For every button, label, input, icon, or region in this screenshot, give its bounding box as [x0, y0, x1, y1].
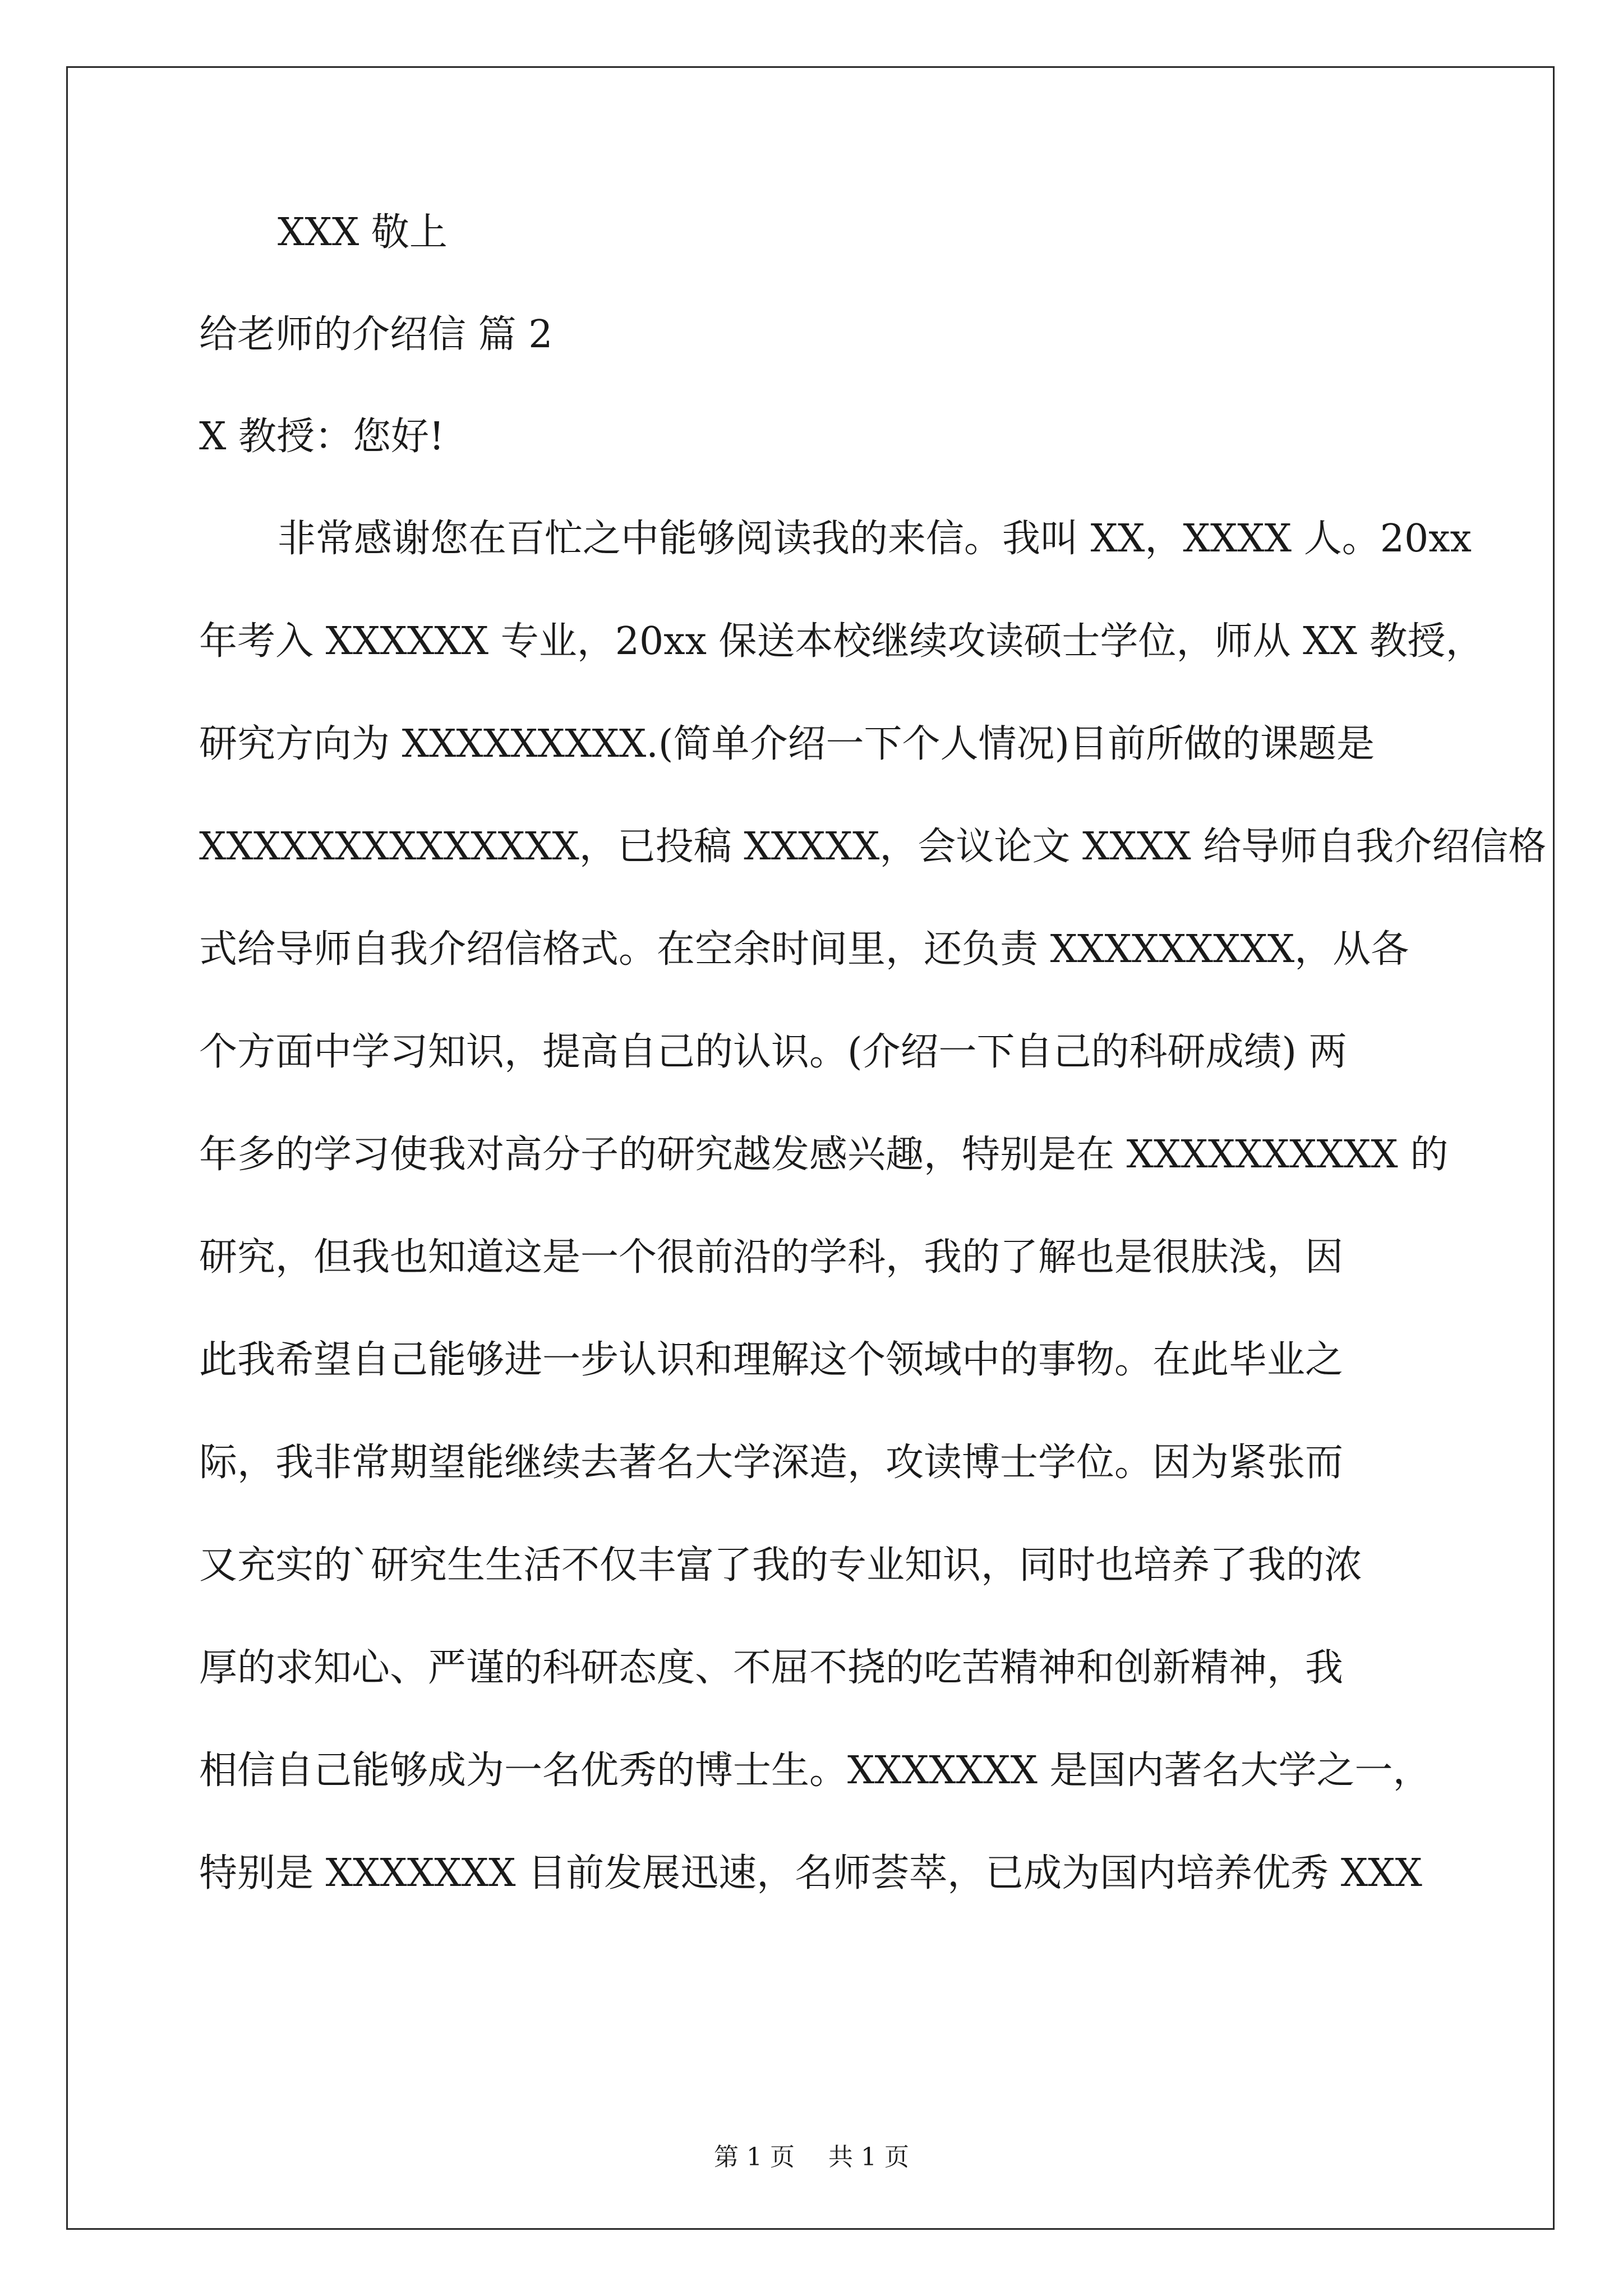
signature: XXX 敬上 — [278, 210, 448, 255]
body-line: 年多的学习使我对高分子的研究越发感兴趣，特别是在 XXXXXXXXXX 的 — [199, 1133, 1449, 1177]
letter-body — [199, 514, 1547, 1951]
body-line: 年考入 XXXXXX 专业，20xx 保送本校继续攻读硕士学位，师从 XX 教授， — [199, 619, 1484, 664]
section-title: 给老师的介绍信 篇 2 — [199, 312, 553, 357]
page-total: 共 1 页 — [828, 2143, 909, 2171]
body-line: 研究方向为 XXXXXXXXX.(简单介绍一下个人情况)目前所做的课题是 — [199, 722, 1375, 766]
body-line: 相信自己能够成为一名优秀的博士生。XXXXXXX 是国内著名大学之一， — [199, 1749, 1431, 1793]
body-line: XXXXXXXXXXXXXX，已投稿 XXXXX，会议论文 XXXX 给导师自我介绍信格 — [199, 825, 1547, 869]
page-number: 第 1 页 — [714, 2143, 795, 2171]
body-line: 特别是 XXXXXXX 目前发展迅速，名师荟萃，已成为国内培养优秀 XXX — [199, 1851, 1422, 1895]
salutation: X 教授：您好! — [199, 415, 445, 459]
body-line: 际，我非常期望能继续去著名大学深造，攻读博士学位。因为紧张而 — [199, 1441, 1344, 1485]
body-line: 又充实的`研究生生活不仅丰富了我的专业知识，同时也培养了我的浓 — [199, 1543, 1363, 1588]
body-line: 厚的求知心、严谨的科研态度、不屈不挠的吃苦精神和创新精神，我 — [199, 1646, 1344, 1690]
body-line: 式给导师自我介绍信格式。在空余时间里，还负责 XXXXXXXXX，从各 — [199, 927, 1409, 972]
page-footer — [0, 2142, 1623, 2173]
body-line: 个方面中学习知识，提高自己的认识。(介绍一下自己的科研成绩) 两 — [199, 1030, 1347, 1074]
body-line: 非常感谢您在百忙之中能够阅读我的来信。我叫 XX，XXXX 人。20xx — [278, 517, 1472, 561]
body-line: 研究，但我也知道这是一个很前沿的学科，我的了解也是很肤浅，因 — [199, 1235, 1344, 1280]
letter-content — [199, 208, 1547, 1951]
body-line: 此我希望自己能够进一步认识和理解这个领域中的事物。在此毕业之 — [199, 1338, 1344, 1382]
